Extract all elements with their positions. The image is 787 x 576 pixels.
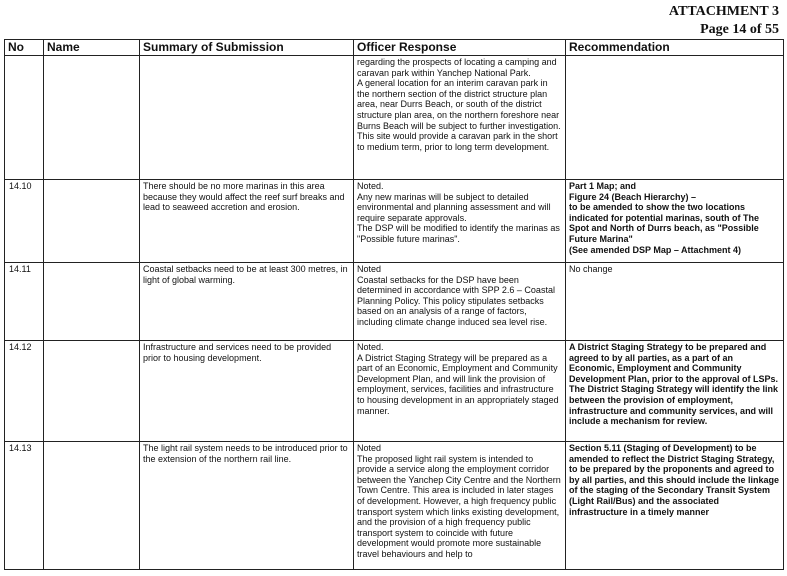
attachment-label: ATTACHMENT 3 [668,4,779,19]
response-paragraph: Noted [357,443,382,453]
table-row [5,263,784,341]
row-officer-response [354,180,566,263]
row-number: 14.11 [5,263,44,341]
row-summary [140,56,354,180]
recommendation-paragraph: Section 5.11 (Staging of Development) to be amended to reflect the District Staging Strategy, to be prepared by the proponents and agreed to by all parties, and this should include the linkage of the staging of the Secondary Transit System (Light Rail/Bus) and the associated infrastructure in a timely manner [569,443,780,517]
row-summary: There should be no more marinas in this area because they would affect the reef surf breaks and lead to seaweed accretion and erosion. [140,180,354,263]
response-paragraph: Any new marinas will be subject to detailed environmental and planning assessment and will require separate approvals. [357,191,551,223]
recommendation-paragraph: Part 1 Map; and [569,181,637,191]
row-officer-response [354,56,566,180]
row-name [44,56,140,180]
table-row [5,442,784,570]
column-header-recommendation: Recommendation [566,40,784,56]
row-officer-response [354,341,566,442]
row-summary: Coastal setbacks need to be at least 300 metres, in light of global warming. [140,263,354,341]
table-row [5,56,784,180]
table-row [5,341,784,442]
row-name [44,341,140,442]
row-number [5,56,44,180]
row-name [44,180,140,263]
row-name [44,263,140,341]
row-recommendation [566,180,784,263]
recommendation-paragraph: A District Staging Strategy to be prepared and agreed to by all parties, as a part of an Economic, Employment and Community Development Plan, prior to the approval of LSPs. The District Staging Strategy will identify the link between the provision of employment, infrastructure and community services, and will include a mechanism for review. [569,342,779,427]
row-recommendation [566,263,784,341]
column-header-officer-response: Officer Response [354,40,566,56]
row-number: 14.10 [5,180,44,263]
row-summary: The light rail system needs to be introduced prior to the extension of the northern rail line. [140,442,354,570]
page-number: Page 14 of 55 [700,22,779,37]
row-officer-response [354,263,566,341]
response-paragraph: Noted [357,264,382,274]
recommendation-paragraph: Figure 24 (Beach Hierarchy) – [569,191,697,202]
row-recommendation [566,442,784,570]
table-row [5,180,784,263]
response-paragraph: The DSP will be modified to identify the marinas as "Possible future marinas". [357,223,560,244]
column-header-name: Name [44,40,140,56]
response-paragraph: Noted. [357,342,384,352]
response-paragraph: A general location for an interim caravan park in the northern section of the district structure plan area, near Durrs Beach, or south of the district structure plan area, on the northern foreshore near Burns Beach will be subject to further investigation. This site would provide a caravan park in the short to medium term, prior to long term development. [357,78,561,152]
row-officer-response [354,442,566,570]
response-paragraph: Noted. [357,181,384,191]
table-header-row [5,40,784,56]
response-paragraph: Coastal setbacks for the DSP have been determined in accordance with SPP 2.6 – Coastal Planning Policy. This policy stipulates setbacks based on an analysis of a range of factors, including climate change induced sea level rise. [357,274,555,327]
response-paragraph: regarding the prospects of locating a camping and caravan park within Yanchep National Park. [357,57,557,78]
submissions-table [4,39,784,570]
row-number: 14.13 [5,442,44,570]
recommendation-paragraph: (See amended DSP Map – Attachment 4) [569,244,742,255]
row-summary: Infrastructure and services need to be provided prior to housing development. [140,341,354,442]
row-number: 14.12 [5,341,44,442]
column-header-summary: Summary of Submission [140,40,354,56]
column-header-no: No [5,40,44,56]
response-paragraph: The proposed light rail system is intended to provide a service along the employment corridor between the Yanchep City Centre and the Northern Town Centre. This area is included in later stages of development. However, a high frequency public transport system which links existing development, and the provision of a high frequency public transport system to coincide with future development would promote more sustainable travel behaviours and help to [357,453,561,559]
row-recommendation [566,56,784,180]
row-name [44,442,140,570]
response-paragraph: A District Staging Strategy will be prepared as a part of an Economic, Employment and Community Development Plan, and will link the provision of employment, services, facilities and infrastructure to housing development in an appropriately staged manner. [357,352,559,416]
recommendation-paragraph: No change [569,264,613,274]
row-recommendation [566,341,784,442]
recommendation-paragraph: to be amended to show the two locations indicated for potential marinas, south of The Spot and North of Durrs beach, as "Possible Future Marina" [569,202,760,244]
